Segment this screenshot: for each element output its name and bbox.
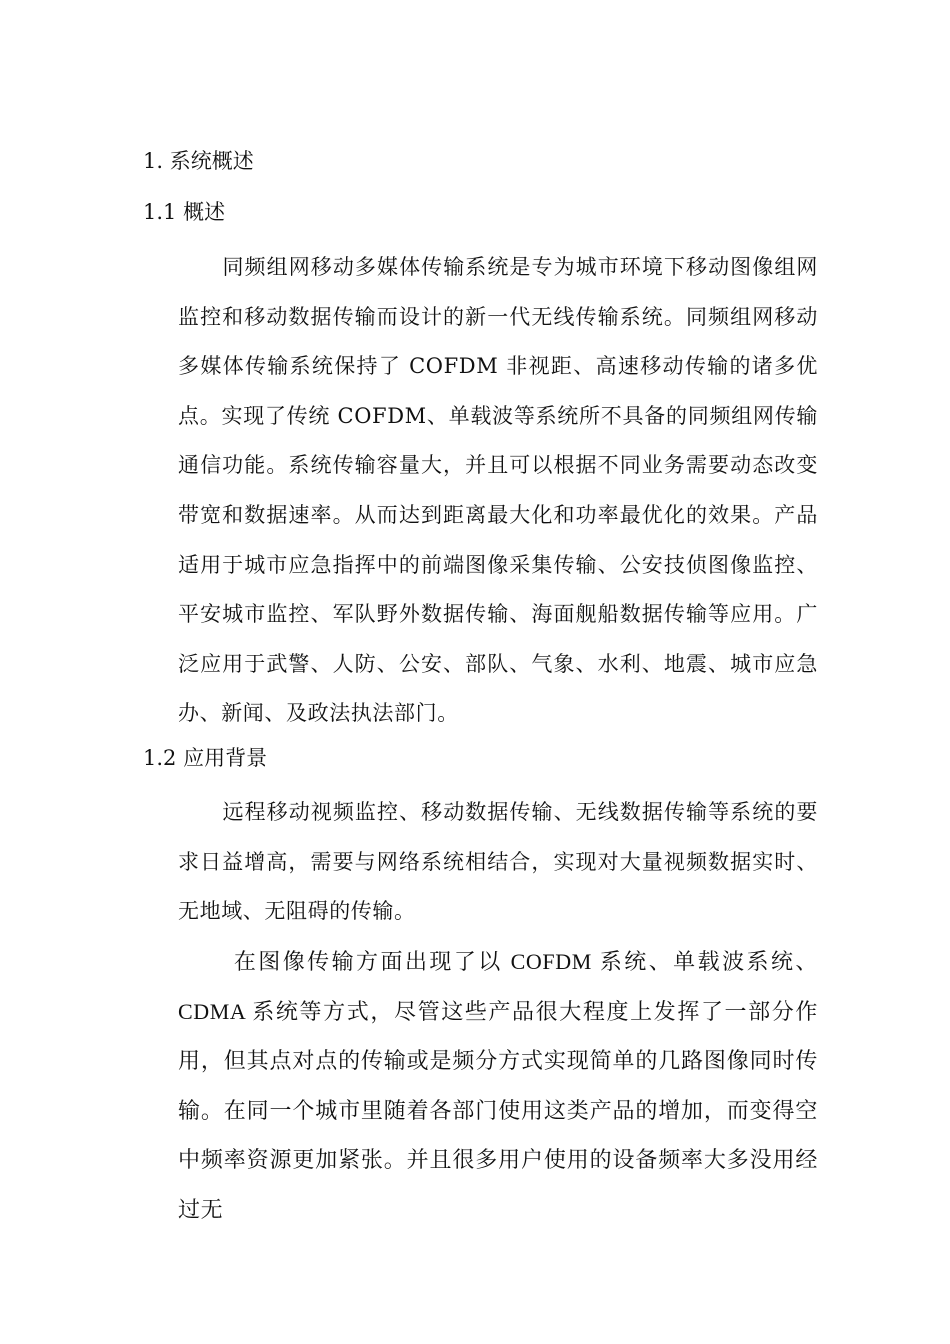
background-paragraph-1	[178, 788, 818, 937]
background-paragraph-1-text: 远程移动视频监控、移动数据传输、无线数据传输等系统的要求日益增高，需要与网络系统相结合，实现对大量视频数据实时、无地域、无阻碍的传输。	[178, 800, 818, 924]
section-1-2-heading: 1.2 应用背景	[143, 746, 268, 770]
section-1-heading: 1. 系统概述	[143, 149, 254, 173]
background-paragraph-2-text: 在图像传输方面出现了以 COFDM 系统、单载波系统、CDMA 系统等方式，尽管这些产品很大程度上发挥了一部分作用，但其点对点的传输或是频分方式实现简单的几路图像同时传输。在同一个城市里随着各部门使用这类产品的增加，而变得空中频率资源更加紧张。并且很多用户使用的设备频率大多没用经过无	[178, 949, 818, 1222]
section-1-1-heading: 1.1 概述	[143, 200, 226, 224]
overview-paragraph-text: 同频组网移动多媒体传输系统是专为城市环境下移动图像组网监控和移动数据传输而设计的新一代无线传输系统。同频组网移动多媒体传输系统保持了 COFDM 非视距、高速移动传输的诸多优点。实现了传统 COFDM、单载波等系统所不具备的同频组网传输通信功能。系统传输容量大，并且可以根据不同业务需要动态改变带宽和数据速率。从而达到距离最大化和功率最优化的效果。产品适用于城市应急指挥中的前端图像采集传输、公安技侦图像监控、平安城市监控、军队野外数据传输、海面舰船数据传输等应用。广泛应用于武警、人防、公安、部队、气象、水利、地震、城市应急办、新闻、及政法执法部门。	[178, 255, 818, 726]
overview-paragraph	[178, 243, 818, 739]
background-paragraph-2	[178, 937, 818, 1235]
